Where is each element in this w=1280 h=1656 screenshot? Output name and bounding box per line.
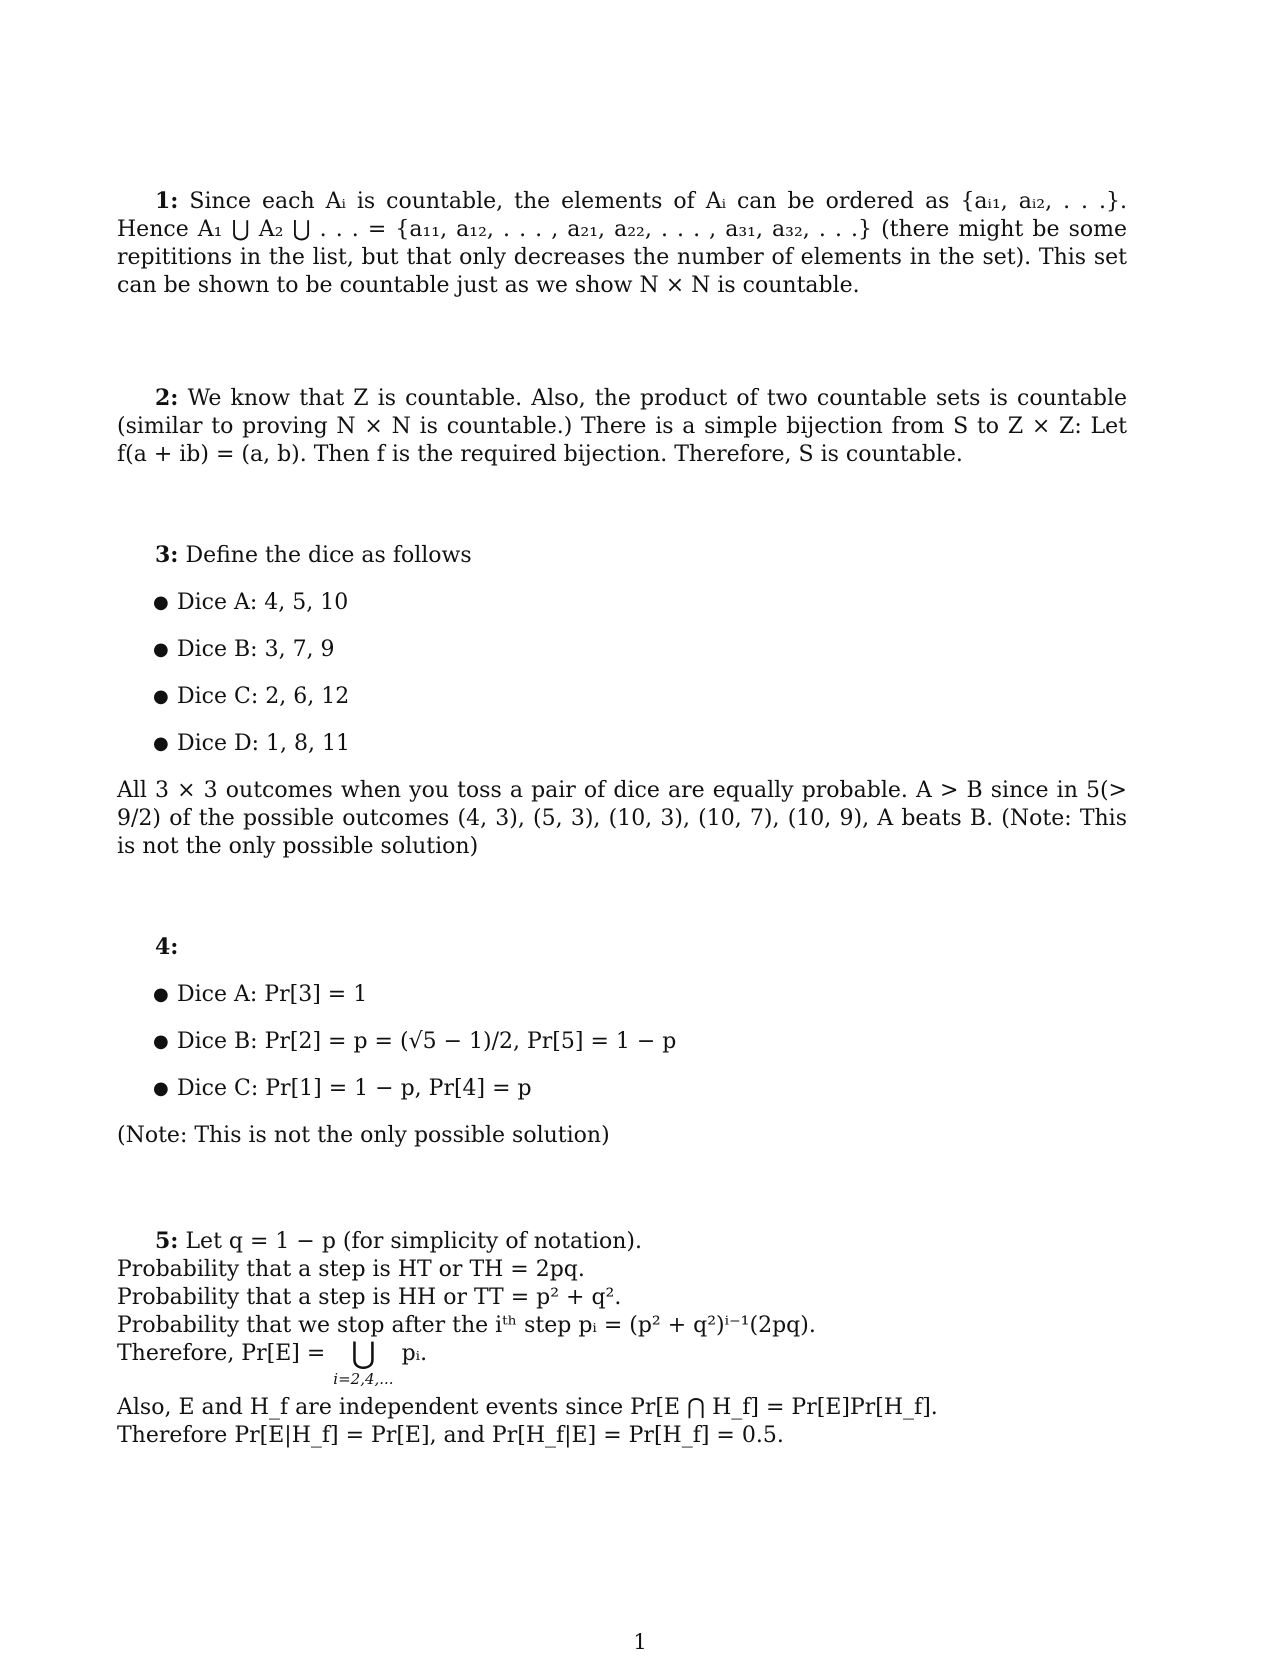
list-item: ● Dice C: 2, 6, 12: [153, 684, 350, 709]
problem-4-heading: [117, 933, 1127, 962]
bullet-icon: ●: [153, 592, 169, 613]
problem-4: [117, 933, 1127, 1150]
list-item: ● Dice B: Pr[2] = p = (√5 − 1)/2, Pr[5] = 1 − p: [153, 1029, 677, 1054]
problem-4-note: (Note: This is not the only possible solution): [117, 1123, 610, 1148]
list-item: ● Dice A: 4, 5, 10: [153, 590, 349, 615]
problem-1: [117, 187, 1127, 300]
problem-3-intro: [117, 541, 1127, 570]
problem-5-line-6: Also, E and H_f are independent events since Pr[E ⋂ H_f] = Pr[E]Pr[H_f].: [117, 1395, 938, 1420]
problem-4-dice-list: [117, 981, 1127, 1122]
problem-5-line-2: Probability that a step is HT or TH = 2pq.: [117, 1257, 585, 1282]
problem-5-line-1: 5: Let q = 1 − p (for simplicity of notation).: [155, 1228, 642, 1254]
problem-2-paragraph: [117, 384, 1127, 469]
bullet-icon: ●: [153, 733, 169, 754]
problem-5-line-5: Therefore, Pr[E] = ⋃ i=2,4,... pᵢ.: [117, 1336, 428, 1388]
bullet-icon: ●: [153, 1031, 169, 1052]
bullet-icon: ●: [153, 1078, 169, 1099]
list-item: ● Dice D: 1, 8, 11: [153, 731, 351, 756]
page-number: 1: [633, 1630, 647, 1654]
union-subscript: i=2,4,...: [333, 1370, 394, 1388]
problem-1-paragraph: [117, 187, 1127, 300]
list-item: ● Dice A: Pr[3] = 1: [153, 982, 368, 1007]
union-icon: ⋃: [351, 1336, 376, 1371]
problem-2-text: We know that Z is countable. Also, the product of two countable sets is countable (similar to proving N × N is countable.) There is a simple bijection from S to Z × Z: Let f(a + ib) = (a, b). Then f is the required bijection. Therefore, S is countable.: [117, 386, 1128, 467]
problem-3-dice-list: [117, 589, 1127, 777]
union-operator: [333, 1336, 394, 1388]
problem-3-conclusion: All 3 × 3 outcomes when you toss a pair of dice are equally probable. A > B since in 5(> 9/2) of the possible outcomes (4, 3), (5, 3), (10, 3), (10, 7), (10, 9), A beats B. (Note: This is not the only possible solution): [117, 778, 1127, 859]
problem-1-label: 1:: [155, 188, 179, 214]
problem-5: [117, 1227, 1127, 1450]
problem-3-label: 3:: [155, 542, 179, 568]
problem-2-label: 2:: [155, 385, 179, 411]
problem-3-intro-text: Define the dice as follows: [185, 543, 472, 568]
bullet-icon: ●: [153, 639, 169, 660]
problem-1-text: Since each Aᵢ is countable, the elements of Aᵢ can be ordered as {aᵢ₁, aᵢ₂, . . .}. Hence A₁ ⋃ A₂ ⋃ . . . = {a₁₁, a₁₂, . . . , a₂₁, a₂₂, . . . , a₃₁, a₃₂, . . .} (there might be some repititions in the list, but that only decreases the number of elements in the set). This set can be shown to be countable just as we show N × N is countable.: [117, 189, 1127, 298]
problem-4-label: 4:: [155, 934, 179, 960]
problem-5-line-3: Probability that a step is HH or TT = p² + q².: [117, 1285, 622, 1310]
bullet-icon: ●: [153, 686, 169, 707]
bullet-icon: ●: [153, 984, 169, 1005]
list-item: ● Dice B: 3, 7, 9: [153, 637, 335, 662]
problem-2: [117, 384, 1127, 469]
problem-5-line-4: Probability that we stop after the iᵗʰ step pᵢ = (p² + q²)ⁱ⁻¹(2pq).: [117, 1313, 816, 1338]
list-item: ● Dice C: Pr[1] = 1 − p, Pr[4] = p: [153, 1076, 532, 1101]
problem-5-label: 5:: [155, 1228, 179, 1254]
problem-3: [117, 541, 1127, 861]
problem-5-line-7: Therefore Pr[E|H_f] = Pr[E], and Pr[H_f|E] = Pr[H_f] = 0.5.: [117, 1423, 784, 1448]
